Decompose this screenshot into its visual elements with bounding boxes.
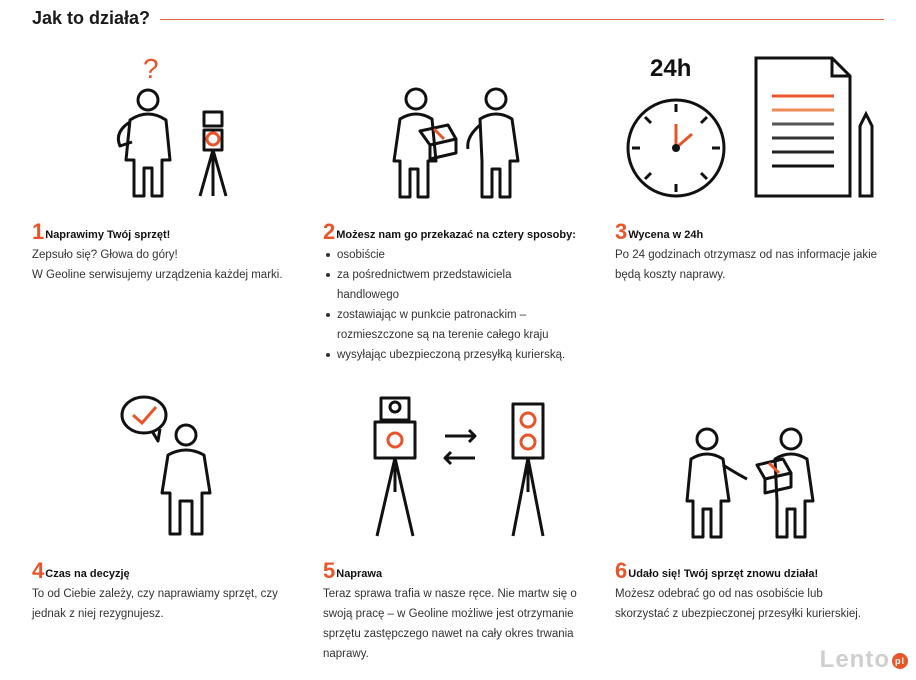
step-text: To od Ciebie zależy, czy naprawiamy sprzęt, czy jednak z niej rezygnujesz. [32,588,278,620]
delivery-methods-list [323,245,568,365]
step-title: Czas na decyzję [45,568,130,580]
confused-person-with-instrument-icon [100,50,240,200]
header-divider [160,19,884,20]
step-2 [323,221,593,365]
step-5 [323,560,591,664]
step-6 [615,560,880,624]
step-3 [615,221,895,285]
step-title: Udało się! Twój sprzęt znowu działa! [628,568,819,580]
step-number: 4 [32,558,45,583]
lento-watermark [820,646,908,674]
watermark-text: Lento [819,646,890,673]
package-delivered-icon [683,425,823,540]
step-number: 3 [615,219,628,244]
list-item: wysyłając ubezpieczoną przesyłką kurierską. [323,345,568,365]
step-text: Po 24 godzinach otrzymasz od nas informacje jakie będą koszty naprawy. [615,249,878,281]
question-mark: ? [143,53,159,84]
step-number: 5 [323,558,336,583]
section-header [32,8,884,32]
step-1 [32,221,312,285]
repair-exchange-icon [365,392,555,540]
step-text: Możesz odebrać go od nas osobiście lub skorzystać z ubezpieczonej przesyłki kurierskiej. [615,588,862,620]
clock-and-document-icon [620,50,890,200]
watermark-badge: pl [892,653,908,669]
step-4 [32,560,297,624]
decision-person-icon [118,393,228,538]
step-number: 6 [615,558,628,583]
clock-24h-label: 24h [650,55,692,82]
section-title: Jak to działa? [32,8,151,28]
step-number: 1 [32,219,45,244]
step-title: Możesz nam go przekazać na cztery sposoby: [336,229,576,241]
step-title: Naprawimy Twój sprzęt! [45,229,171,241]
step-text: Teraz sprawa trafia w nasze ręce. Nie martw się o swoją pracę – w Geoline możliwe jest otrzymanie sprzętu zastępczego nawet na cały okres trwania naprawy. [323,588,577,660]
step-text: Zepsuło się? Głowa do góry! W Geoline serwisujemy urządzenia każdej marki. [32,249,283,281]
step-title: Naprawa [336,568,383,580]
list-item: za pośrednictwem przedstawiciela handlowego [323,265,568,305]
list-item: osobiście [323,245,568,265]
step-title: Wycena w 24h [628,229,704,241]
list-item: zostawiając w punkcie patronackim – rozmieszczone są na terenie całego kraju [323,305,568,345]
step-number: 2 [323,219,336,244]
handover-package-icon [390,85,530,200]
